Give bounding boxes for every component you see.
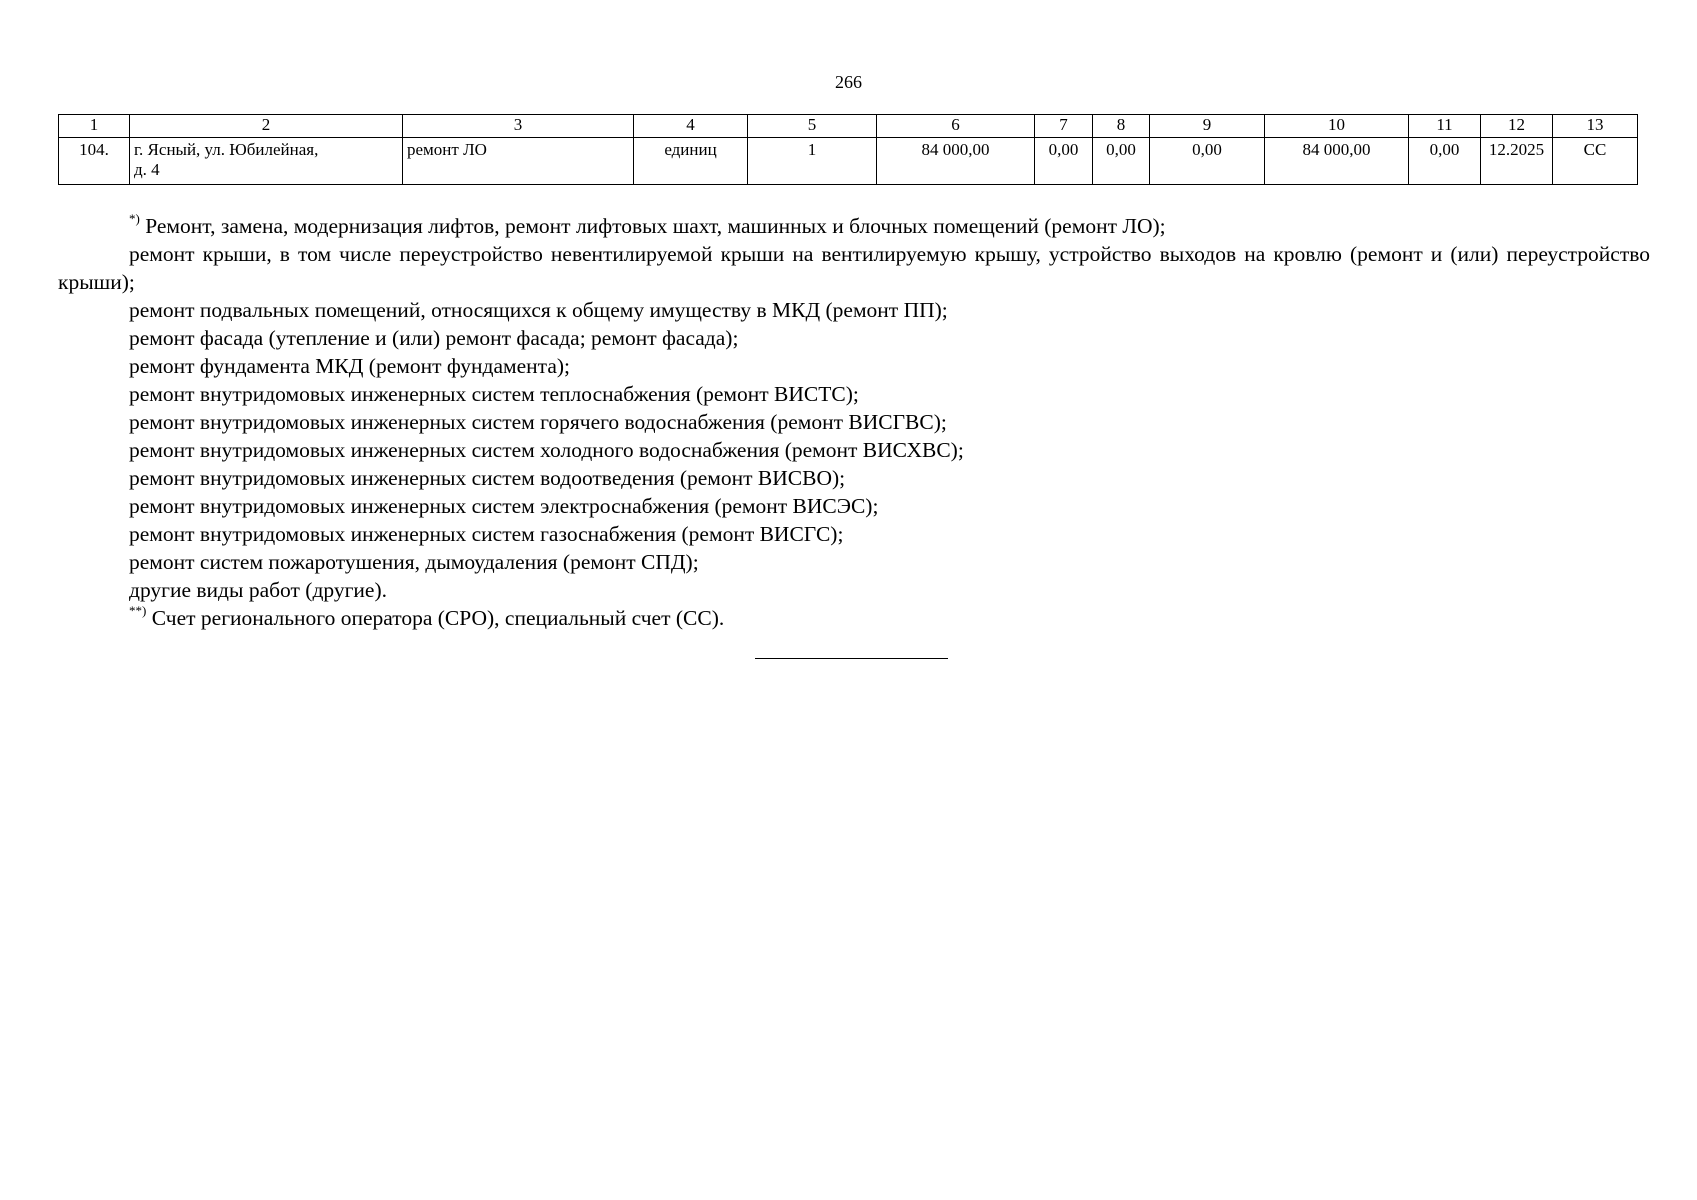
end-divider <box>755 658 948 659</box>
footnote-item: ремонт внутридомовых инженерных систем холодного водоснабжения (ремонт ВИСХВС); <box>129 438 964 462</box>
work-type-cell: ремонт ЛО <box>403 138 634 185</box>
row-number: 104. <box>59 138 130 185</box>
footnote-mark-1: *) <box>129 210 140 226</box>
table-header-row <box>59 115 1638 138</box>
column-header: 2 <box>130 115 403 138</box>
address-line-2: д. 4 <box>134 160 160 179</box>
footnote-mark-2: **) <box>129 602 147 618</box>
footnote-item: ремонт фасада (утепление и (или) ремонт фасада; ремонт фасада); <box>129 326 739 350</box>
footnote-item: ремонт внутридомовых инженерных систем электроснабжения (ремонт ВИСЭС); <box>129 494 879 518</box>
page-number: 266 <box>835 72 862 92</box>
footnotes <box>58 212 1650 632</box>
address-cell <box>130 138 403 185</box>
column-header: 12 <box>1481 115 1553 138</box>
column-header: 6 <box>877 115 1035 138</box>
footnote-item: ремонт подвальных помещений, относящихся к общему имуществу в МКД (ремонт ПП); <box>129 298 948 322</box>
col8-cell: 0,00 <box>1093 138 1150 185</box>
column-header: 1 <box>59 115 130 138</box>
footnote-item: ремонт внутридомовых инженерных систем теплоснабжения (ремонт ВИСТС); <box>129 382 859 406</box>
unit-cell: единиц <box>634 138 748 185</box>
account-cell: СС <box>1553 138 1638 185</box>
footnote-item: ремонт крыши, в том числе переустройство невентилируемой крыши на вентилируемую крышу, устройство выходов на кровлю (ремонт и (или) переустройство крыши); <box>58 242 1650 294</box>
col10-cell: 84 000,00 <box>1265 138 1409 185</box>
col11-cell: 0,00 <box>1409 138 1481 185</box>
column-header: 11 <box>1409 115 1481 138</box>
column-header: 13 <box>1553 115 1638 138</box>
period-cell: 12.2025 <box>1481 138 1553 185</box>
footnote-2 <box>58 604 1650 632</box>
footnote-1 <box>58 212 1650 240</box>
footnote-item: ремонт внутридомовых инженерных систем горячего водоснабжения (ремонт ВИСГВС); <box>129 410 947 434</box>
footnote-item: другие виды работ (другие). <box>129 578 387 602</box>
column-header: 7 <box>1035 115 1093 138</box>
footnote-2-text: Счет регионального оператора (СРО), специальный счет (СС). <box>151 606 725 630</box>
column-header: 3 <box>403 115 634 138</box>
column-header: 8 <box>1093 115 1150 138</box>
footnote-item: ремонт внутридомовых инженерных систем водоотведения (ремонт ВИСВО); <box>129 466 846 490</box>
column-header: 10 <box>1265 115 1409 138</box>
footnote-item: ремонт фундамента МКД (ремонт фундамента); <box>129 354 570 378</box>
quantity-cell: 1 <box>748 138 877 185</box>
footnote-item: ремонт систем пожаротушения, дымоудаления (ремонт СПД); <box>129 550 699 574</box>
works-table <box>58 114 1638 185</box>
footnote-item: ремонт внутридомовых инженерных систем газоснабжения (ремонт ВИСГС); <box>129 522 844 546</box>
table-row <box>59 138 1638 185</box>
column-header: 5 <box>748 115 877 138</box>
col7-cell: 0,00 <box>1035 138 1093 185</box>
footnote-1-text: Ремонт, замена, модернизация лифтов, ремонт лифтовых шахт, машинных и блочных помещений (ремонт ЛО); <box>145 214 1166 238</box>
cost-total-cell: 84 000,00 <box>877 138 1035 185</box>
column-header: 9 <box>1150 115 1265 138</box>
col9-cell: 0,00 <box>1150 138 1265 185</box>
column-header: 4 <box>634 115 748 138</box>
address-line-1: г. Ясный, ул. Юбилейная, <box>134 140 319 159</box>
